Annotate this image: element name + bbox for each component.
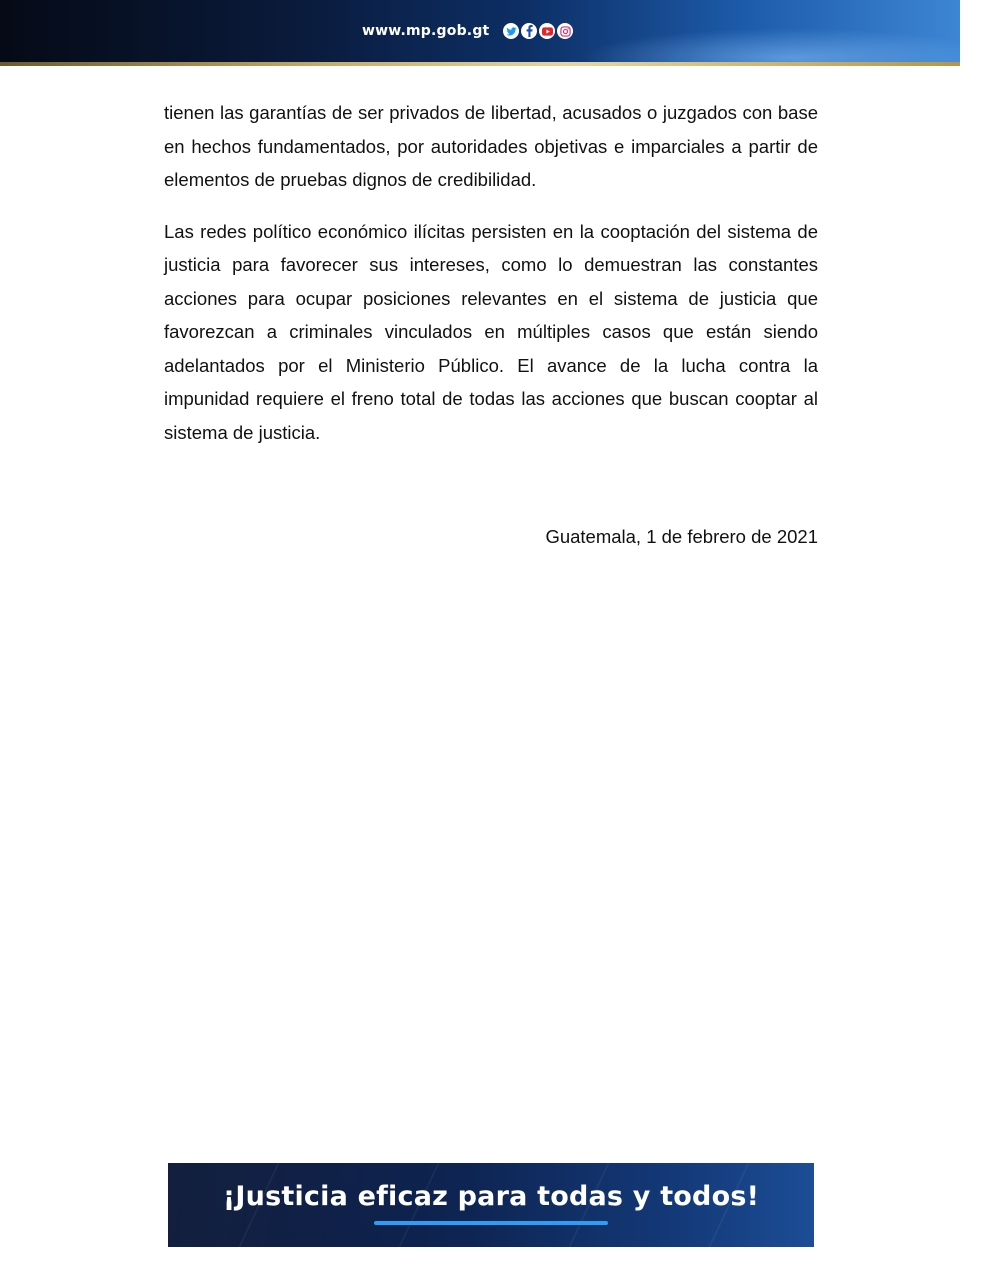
footer-slogan: ¡Justicia eficaz para todas y todos! bbox=[222, 1181, 760, 1212]
header-glow bbox=[580, 28, 960, 62]
page-header bbox=[0, 0, 960, 62]
instagram-icon[interactable] bbox=[557, 23, 573, 39]
paragraph: Las redes político económico ilícitas persisten en la cooptación del sistema de justicia para favorecer sus intereses, como lo demuestran las constantes acciones para ocupar posiciones relevantes en el sistema de justicia que favorezcan a criminales vinculados en múltiples casos que están siendo adelantados por el Ministerio Público. El avance de la lucha contra la impunidad requiere el freno total de todas las acciones que buscan cooptar al sistema de justicia. bbox=[164, 220, 818, 443]
header-gold-rule bbox=[0, 62, 960, 66]
document-body bbox=[164, 96, 818, 467]
header-contact bbox=[362, 19, 573, 43]
youtube-icon[interactable] bbox=[539, 23, 555, 39]
social-icons bbox=[503, 23, 573, 39]
facebook-icon[interactable] bbox=[521, 23, 537, 39]
site-url[interactable]: www.mp.gob.gt bbox=[362, 23, 490, 39]
twitter-icon[interactable] bbox=[503, 23, 519, 39]
document-date: Guatemala, 1 de febrero de 2021 bbox=[545, 526, 818, 547]
footer-banner bbox=[168, 1163, 814, 1247]
paragraph: tienen las garantías de ser privados de libertad, acusados o juzgados con base en hechos fundamentados, por autoridades objetivas e imparciales a partir de elementos de pruebas dignos de credibilidad. bbox=[164, 102, 818, 190]
slogan-underline bbox=[374, 1221, 608, 1225]
